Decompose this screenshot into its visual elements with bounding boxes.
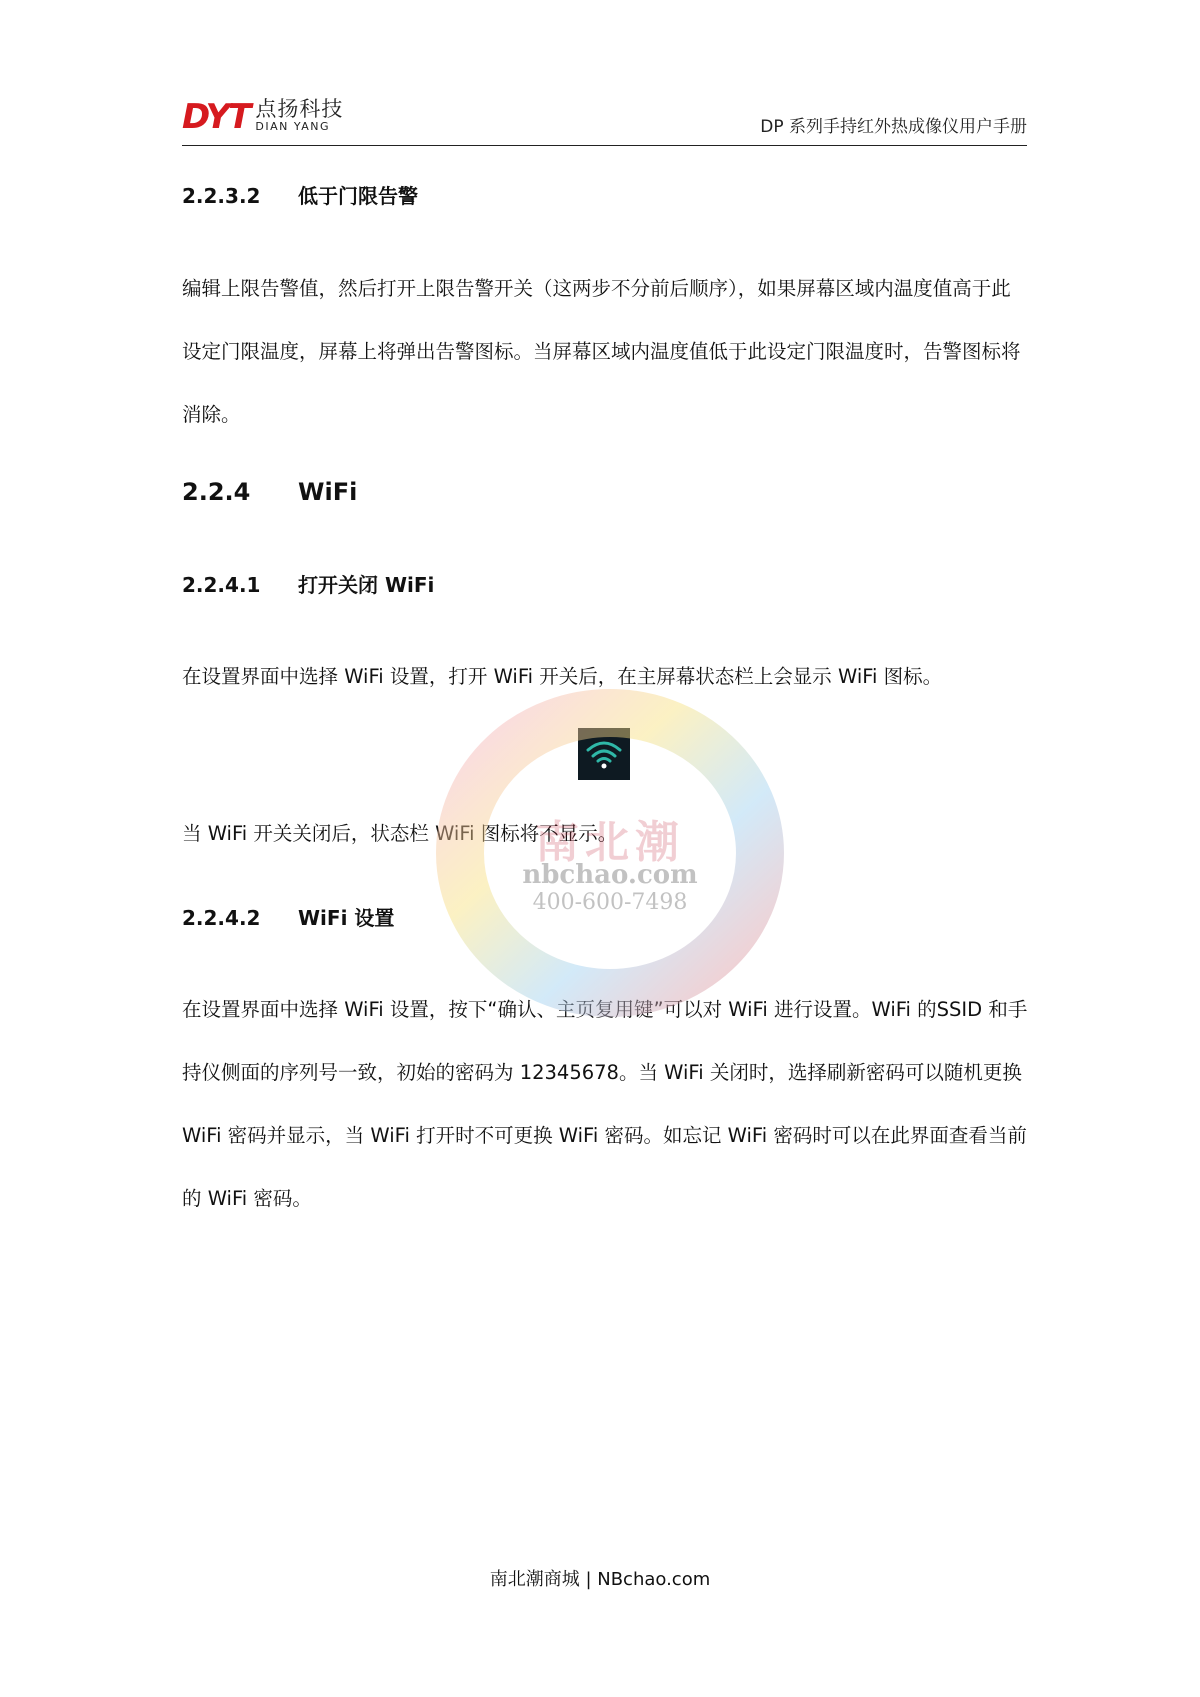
paragraph-low-threshold-alarm: 编辑上限告警值，然后打开上限告警开关（这两步不分前后顺序），如果屏幕区域内温度值高于此设定门限温度，屏幕上将弹出告警图标。当屏幕区域内温度值低于此设定门限温度时，告警图标将消除。 [182, 277, 1021, 426]
document-title: DP 系列手持红外热成像仪用户手册 [760, 117, 1027, 137]
wifi-icon-graphic [578, 728, 630, 780]
heading-title: 低于门限告警 [298, 184, 418, 208]
heading-2-2-3-2 [182, 180, 418, 209]
heading-2-2-4-1 [182, 569, 434, 598]
heading-number: 2.2.4 [182, 478, 251, 506]
company-logo [182, 98, 343, 138]
heading-2-2-4-2 [182, 902, 394, 931]
heading-2-2-4 [182, 478, 357, 506]
heading-number: 2.2.4.1 [182, 573, 261, 597]
page-footer: 南北潮商城 | NBchao.com [489, 1569, 711, 1590]
page-header [182, 92, 1027, 146]
paragraph-wifi-toggle: 在设置界面中选择 WiFi 设置，打开 WiFi 开关后，在主屏幕状态栏上会显示 WiFi 图标。 [182, 665, 943, 688]
heading-title: 打开关闭 WiFi [298, 573, 435, 597]
paragraph-wifi-off: 当 WiFi 开关关闭后，状态栏 WiFi 图标将不显示。 [182, 822, 618, 845]
logo-company-name: 点扬科技 [255, 97, 344, 121]
logo-mark: DYT [182, 97, 250, 137]
heading-title: WiFi [298, 478, 358, 506]
watermark-phone: 400-600-7498 [532, 890, 688, 915]
logo-text [255, 98, 343, 133]
heading-number: 2.2.3.2 [182, 184, 261, 208]
wifi-icon [578, 728, 630, 780]
paragraph-wifi-settings: 在设置界面中选择 WiFi 设置，按下“确认、主页复用键”可以对 WiFi 进行设置。WiFi 的SSID 和手持仪侧面的序列号一致，初始的密码为 12345678。当 WiFi 关闭时，选择刷新密码可以随机更换 WiFi 密码并显示，当 WiFi 打开时不可更换 WiFi 密码。如忘记 WiFi 密码时可以在此界面查看当前的 WiFi 密码。 [182, 998, 1028, 1210]
logo-company-name-en: DIAN YANG [255, 120, 331, 133]
watermark-cn: 南北潮 [535, 817, 685, 868]
heading-number: 2.2.4.2 [182, 906, 261, 930]
heading-title: WiFi 设置 [298, 906, 395, 930]
watermark-site: nbchao.com [522, 860, 698, 890]
